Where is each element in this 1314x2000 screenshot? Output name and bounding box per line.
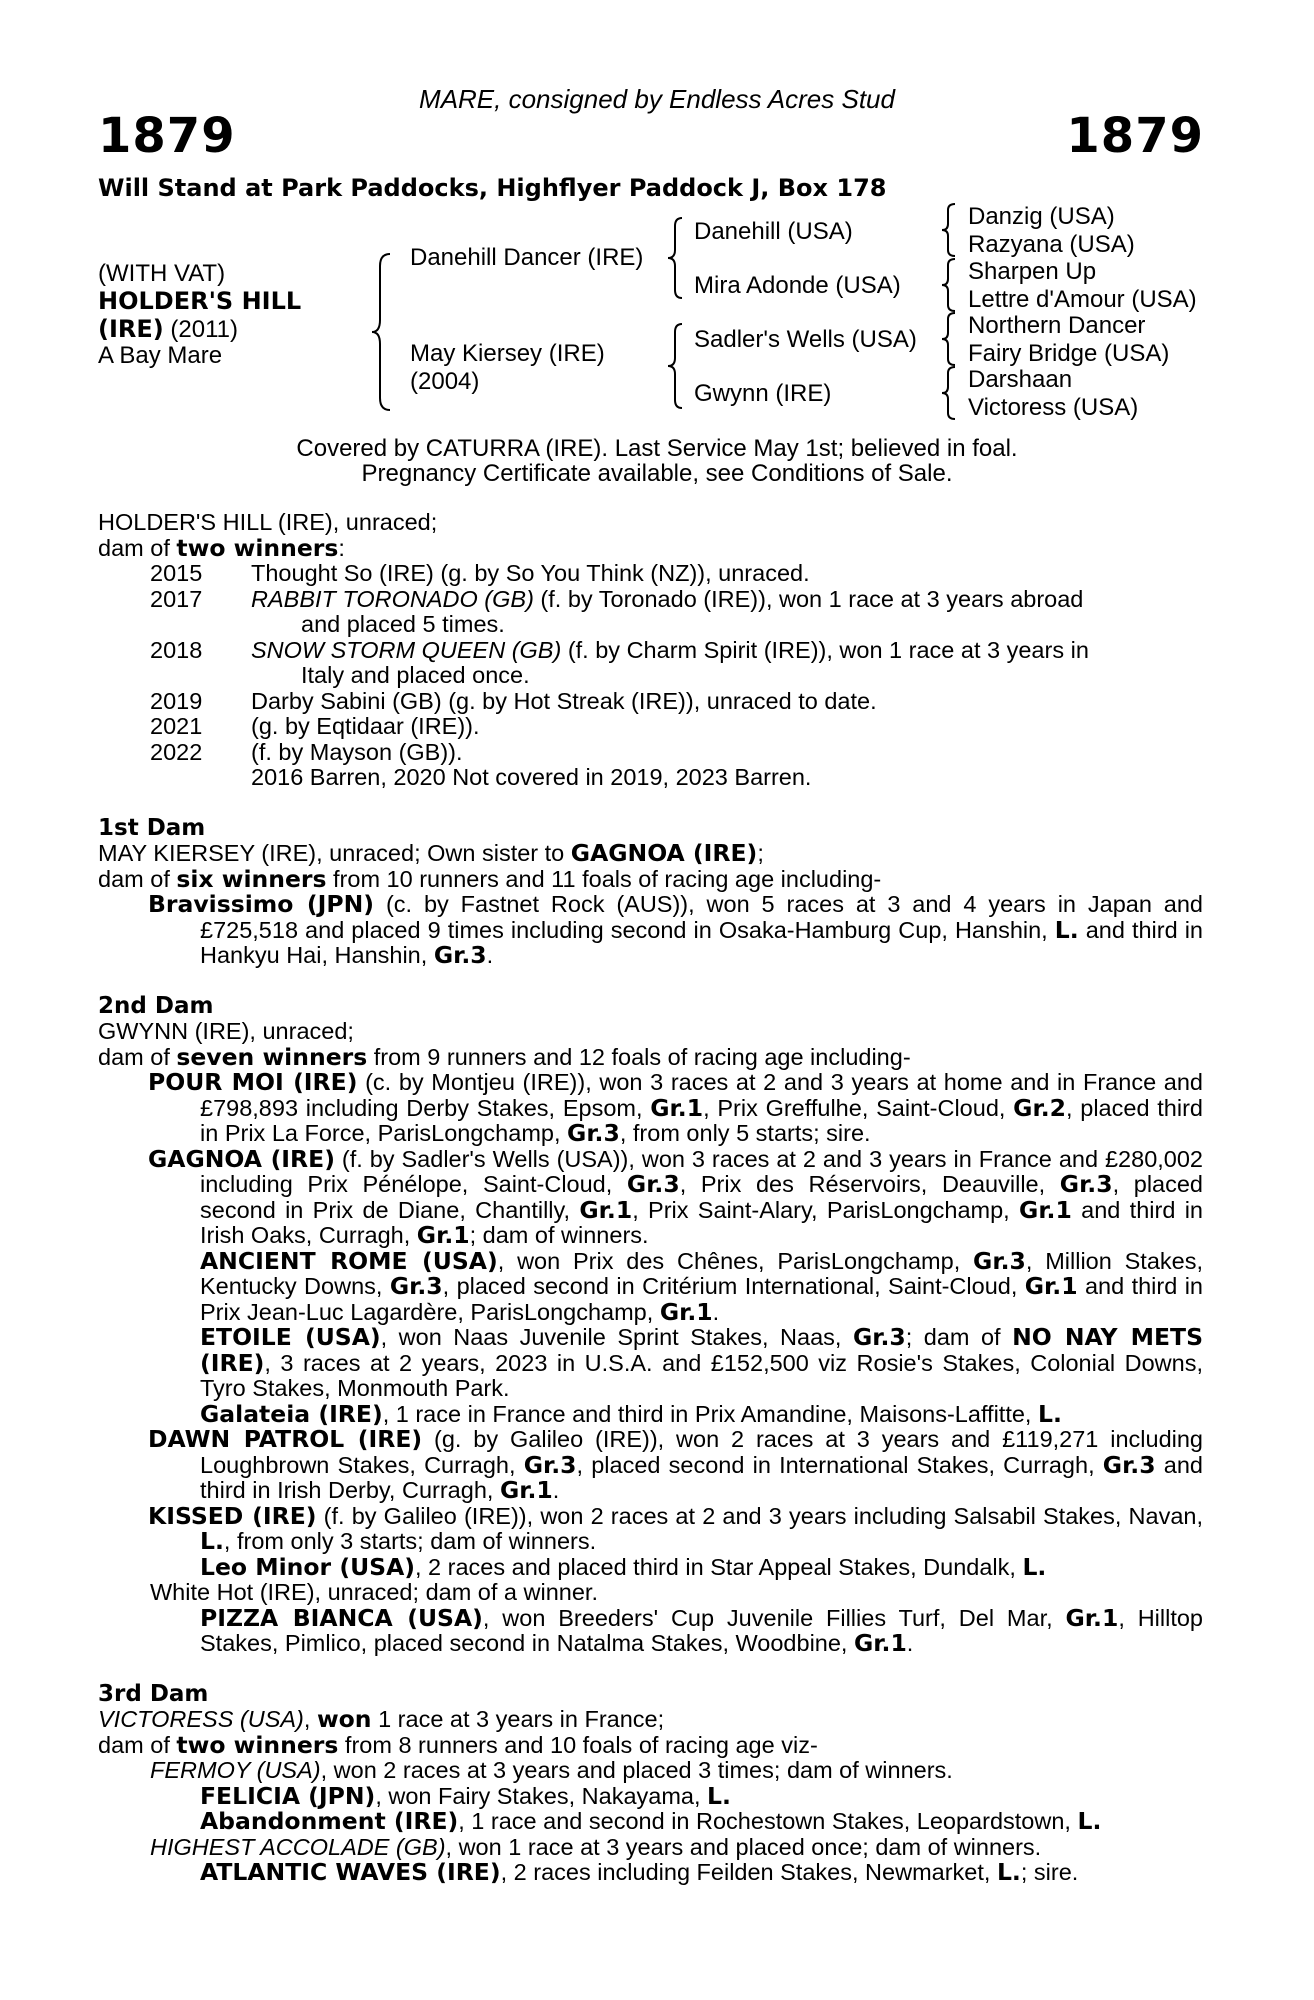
dam-year: (2004) xyxy=(410,368,480,395)
first-dam-entry-bravissimo: Bravissimo (JPN) (c. by Fastnet Rock (AUS)), won 5 races at 3 and 4 years in Japan and £725,518 and placed 9 times including second in Osaka-Hamburg Cup, Hanshin, L. and third in Hankyu Hai, Hanshin, Gr.3. xyxy=(148,890,1203,969)
third-dam-heading: 3rd Dam xyxy=(98,1680,209,1707)
progeny-year xyxy=(150,765,251,791)
progeny-name: RABBIT TORONADO (GB) xyxy=(251,585,534,612)
entry-ancient-rome: ANCIENT ROME (USA), won Prix des Chênes, ParisLongchamp, Gr.3, Million Stakes, Kentucky Downs, Gr.3, placed second in Critérium International, Saint-Cloud, Gr.1 and third in Prix Jean-Luc Lagardère, ParisLongchamp, Gr.1. xyxy=(200,1246,1203,1326)
covered-line: Covered by CATURRA (IRE). Last Service May 1st; believed in foal. xyxy=(296,435,1018,462)
progeny-text xyxy=(251,714,1203,740)
entry-white-hot: White Hot (IRE), unraced; dam of a winner. xyxy=(150,1579,598,1605)
progeny-row xyxy=(150,714,1203,740)
entry-highest-accolade: HIGHEST ACCOLADE (GB), won 1 race at 3 years and placed once; dam of winners. xyxy=(150,1833,1042,1860)
progeny-list xyxy=(98,561,1203,791)
progeny-name: SNOW STORM QUEEN (GB) xyxy=(251,636,562,663)
progeny-details: (f. by Toronado (IRE)), won 1 race at 3 years abroad xyxy=(533,585,1084,612)
entry-atlantic-waves: ATLANTIC WAVES (IRE), 2 races including Feilden Stakes, Newmarket, L.; sire. xyxy=(200,1858,1079,1886)
pedigree-brace-dam xyxy=(666,322,686,410)
progeny-row xyxy=(150,561,1203,587)
pedigree-brace-main xyxy=(370,252,394,412)
entry-dawn-patrol: DAWN PATROL (IRE) (g. by Galileo (IRE)), won 2 races at 3 years and £119,271 including Loughbrown Stakes, Curragh, Gr.3, placed second in International Stakes, Curragh, Gr.3 and third in Irish Derby, Curragh, Gr.1. xyxy=(148,1425,1204,1504)
stand-location: Will Stand at Park Paddocks, Highflyer Paddock J, Box 178 xyxy=(98,174,887,202)
first-dam-line2: dam of six winners from 10 runners and 11 foals of racing age including- xyxy=(98,864,882,893)
consignment-line: MARE, consigned by Endless Acres Stud xyxy=(419,84,895,114)
entry-abandonment: Abandonment (IRE), 1 race and second in Rochestown Stakes, Leopardstown, L. xyxy=(200,1807,1102,1835)
progeny-row xyxy=(150,587,1203,638)
progeny-row xyxy=(150,740,1203,766)
second-dam-line2: dam of seven winners from 9 runners and 12 foals of racing age including- xyxy=(98,1042,911,1071)
pedigree-brace-sire xyxy=(666,216,686,300)
dam-dam: Gwynn (IRE) xyxy=(694,380,832,407)
dam-dam-sire: Darshaan xyxy=(968,366,1073,393)
first-dam-heading: 1st Dam xyxy=(98,814,206,841)
entry-felicia: FELICIA (JPN), won Fairy Stakes, Nakayama, L. xyxy=(200,1781,731,1810)
entry-pizza-bianca: PIZZA BIANCA (USA), won Breeders' Cup Juvenile Fillies Turf, Del Mar, Gr.1, Hilltop Stakes, Pimlico, placed second in Natalma Stakes, Woodbine, Gr.1. xyxy=(200,1603,1204,1657)
entry-galateia: Galateia (IRE), 1 race in France and third in Prix Amandine, Maisons-Laffitte, L. xyxy=(200,1399,1062,1428)
progeny-details: (f. by Mayson (GB)). xyxy=(251,738,463,765)
progeny-text xyxy=(251,765,1203,791)
intro-line: HOLDER'S HILL (IRE), unraced; xyxy=(98,509,438,535)
progeny-text xyxy=(251,740,1203,766)
pedigree-brace-dd xyxy=(940,365,958,421)
entry-etoile: ETOILE (USA), won Naas Juvenile Sprint Stakes, Naas, Gr.3; dam of NO NAY METS (IRE), 3 races at 2 years, 2023 in U.S.A. and £152,500 viz Rosie's Stakes, Colonial Downs, Tyro Stakes, Monmouth Park. xyxy=(200,1323,1203,1401)
pedigree-brace-sd xyxy=(940,257,958,313)
sire-dam-dam: Lettre d'Amour (USA) xyxy=(968,286,1197,313)
first-dam-line1: MAY KIERSEY (IRE), unraced; Own sister to GAGNOA (IRE); xyxy=(98,839,764,867)
progeny-text xyxy=(251,587,1203,638)
progeny-year: 2021 xyxy=(150,713,203,739)
horse-country-year: (IRE) (2011) xyxy=(98,315,239,343)
progeny-details: Darby Sabini (GB) (g. by Hot Streak (IRE)), unraced to date. xyxy=(251,687,877,714)
progeny-row xyxy=(150,765,1203,791)
progeny-continuation: Italy and placed once. xyxy=(301,662,530,688)
second-dam-line1: GWYNN (IRE), unraced; xyxy=(98,1018,354,1044)
entry-gagnoa: GAGNOA (IRE) (f. by Sadler's Wells (USA)), won 3 races at 2 and 3 years in France and £280,002 including Prix Pénélope, Saint-Cloud, Gr.3, Prix des Réservoirs, Deauville, Gr.3, placed second in Prix de Diane, Chantilly, Gr.1, Prix Saint-Alary, ParisLongchamp, Gr.1 and third in Irish Oaks, Curragh, Gr.1; dam of winners. xyxy=(148,1144,1203,1249)
entry-pour-moi: POUR MOI (IRE) (c. by Montjeu (IRE)), won 3 races at 2 and 3 years at home and in France and £798,893 including Derby Stakes, Epsom, Gr.1, Prix Greffulhe, Saint-Cloud, Gr.2, placed third in Prix La Force, ParisLongchamp, Gr.3, from only 5 starts; sire. xyxy=(148,1068,1203,1147)
progeny-details: 2016 Barren, 2020 Not covered in 2019, 2023 Barren. xyxy=(251,764,812,790)
progeny-details: (f. by Charm Spirit (IRE)), won 1 race at 3 years in xyxy=(561,636,1089,663)
progeny-continuation: and placed 5 times. xyxy=(301,611,505,637)
progeny-text xyxy=(251,561,1203,587)
vat-note: (WITH VAT) xyxy=(98,260,226,287)
pregnancy-line: Pregnancy Certificate available, see Conditions of Sale. xyxy=(361,460,953,487)
dam-sire: Sadler's Wells (USA) xyxy=(694,326,917,353)
entry-leo-minor: Leo Minor (USA), 2 races and placed third in Star Appeal Stakes, Dundalk, L. xyxy=(200,1552,1047,1581)
progeny-year: 2018 xyxy=(150,636,203,663)
pedigree-brace-ss xyxy=(940,202,958,258)
dam-sire-dam: Fairy Bridge (USA) xyxy=(968,340,1170,367)
progeny-text xyxy=(251,689,1203,715)
progeny-details: (g. by Eqtidaar (IRE)). xyxy=(251,713,480,739)
progeny-year: 2015 xyxy=(150,560,203,586)
horse-description: A Bay Mare xyxy=(98,342,223,369)
sire-sire-sire: Danzig (USA) xyxy=(968,203,1115,230)
progeny-row xyxy=(150,638,1203,689)
pedigree-brace-ds xyxy=(940,311,958,367)
catalogue-body xyxy=(98,510,1203,1886)
sire-dam: Mira Adonde (USA) xyxy=(694,272,901,299)
sire: Danehill Dancer (IRE) xyxy=(410,244,644,271)
progeny-year: 2022 xyxy=(150,738,203,765)
sire-sire-dam: Razyana (USA) xyxy=(968,231,1135,258)
third-dam-line1: VICTORESS (USA), won 1 race at 3 years in France; xyxy=(98,1705,665,1733)
progeny-row xyxy=(150,689,1203,715)
sire-dam-sire: Sharpen Up xyxy=(968,258,1097,285)
second-dam-heading: 2nd Dam xyxy=(98,992,214,1019)
horse-name: HOLDER'S HILL xyxy=(98,287,302,315)
progeny-year: 2019 xyxy=(150,687,203,714)
entry-kissed: KISSED (IRE) (f. by Galileo (IRE)), won 2 races at 2 and 3 years including Salsabil Stakes, Navan, L., from only 3 starts; dam of winners. xyxy=(148,1501,1203,1555)
lot-number-right: 1879 xyxy=(1066,108,1204,164)
third-dam-line2: dam of two winners from 8 runners and 10 foals of racing age viz- xyxy=(98,1730,818,1759)
lot-number-left: 1879 xyxy=(98,108,236,164)
progeny-details: Thought So (IRE) (g. by So You Think (NZ)), unraced. xyxy=(251,560,810,586)
dam-sire-sire: Northern Dancer xyxy=(968,312,1146,339)
sire-sire: Danehill (USA) xyxy=(694,218,853,245)
dam-dam-dam: Victoress (USA) xyxy=(968,394,1139,421)
entry-fermoy: FERMOY (USA), won 2 races at 3 years and placed 3 times; dam of winners. xyxy=(150,1757,953,1783)
intro-dam-of: dam of two winners: xyxy=(98,533,345,562)
progeny-text xyxy=(251,638,1203,689)
dam: May Kiersey (IRE) xyxy=(410,340,605,367)
progeny-year: 2017 xyxy=(150,585,203,612)
